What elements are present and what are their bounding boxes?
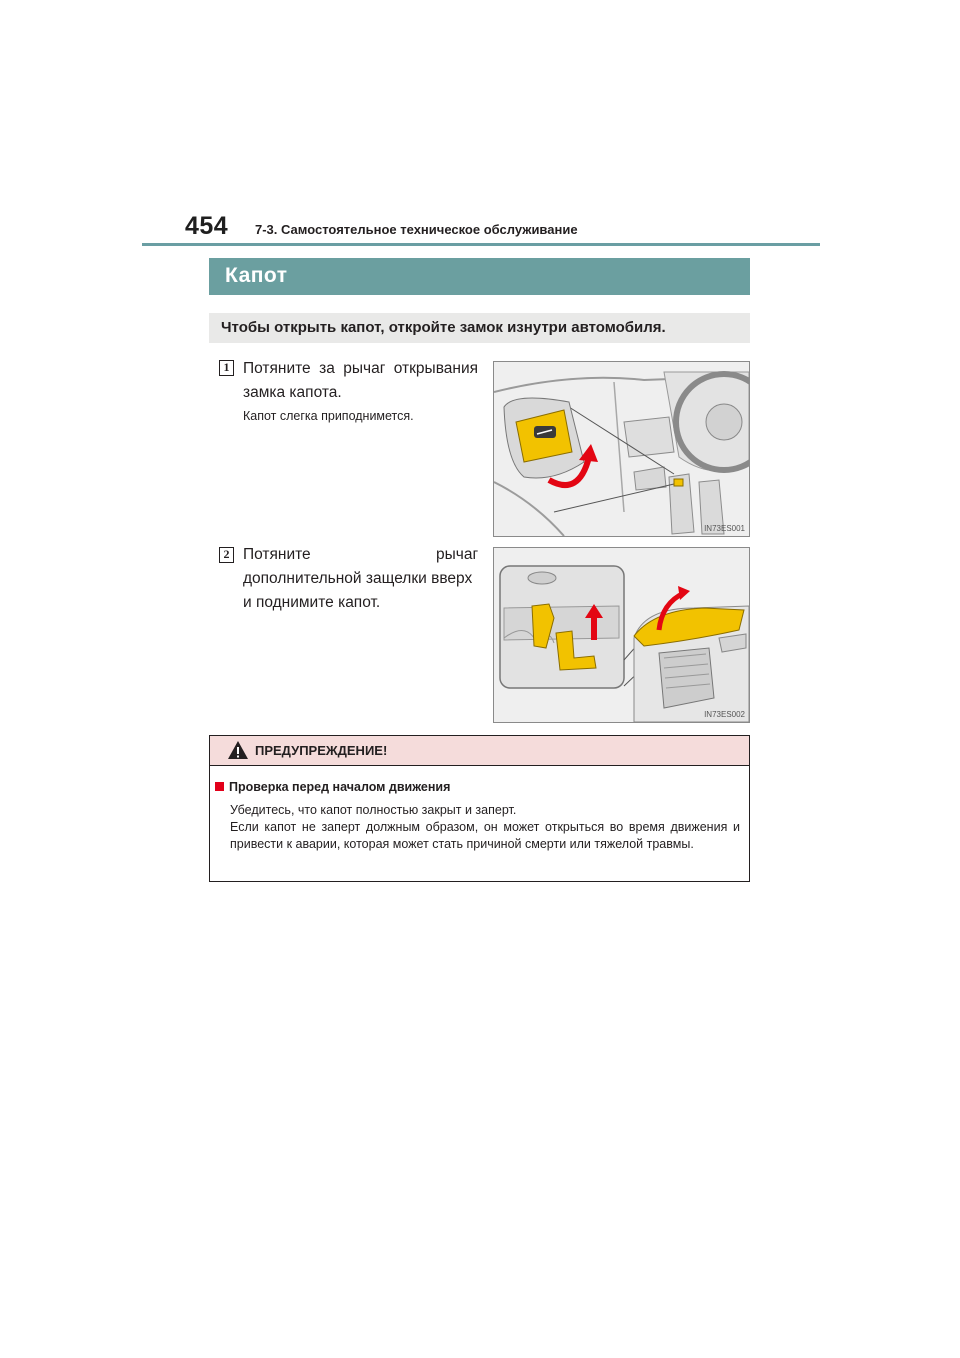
warning-title: ПРЕДУПРЕЖДЕНИЕ! (255, 743, 388, 758)
page-number: 454 (185, 212, 229, 240)
warning-triangle-icon (227, 740, 249, 760)
square-bullet-icon (215, 782, 224, 791)
step-2-line-3: и поднимите капот. (243, 594, 381, 611)
warning-line-1: Убедитесь, что капот полностью закрыт и заперт. (230, 803, 517, 817)
section-title: Капот (225, 264, 288, 287)
warning-body (230, 802, 740, 853)
warning-header (210, 736, 749, 766)
warning-line-2: Если капот не заперт должным образом, он может открыться во время движения и привести к аварии, которая может стать причиной смерти или тяжелой травмы. (230, 820, 740, 851)
header-divider (142, 243, 820, 246)
step-2-line-1a: Потяните (243, 546, 311, 563)
warning-box (209, 735, 750, 882)
hood-release-lever-illustration (494, 362, 749, 536)
figure-1-code: IN73ES001 (704, 524, 745, 533)
subsection-title: Чтобы открыть капот, откройте замок изнутри автомобиля. (221, 319, 666, 336)
step-number-1: 1 (219, 360, 234, 376)
auxiliary-latch-illustration (494, 548, 749, 722)
step-number-2: 2 (219, 547, 234, 563)
hood-release-lever-figure (493, 361, 750, 537)
subsection-bar (209, 313, 750, 343)
section-banner (209, 258, 750, 295)
step-1-note: Капот слегка приподнимется. (243, 409, 414, 423)
step-2-line-1b: рычаг (436, 546, 479, 563)
step-1-line-2: замка капота. (243, 384, 342, 401)
step-1-line-1: Потяните за рычаг открывания (243, 360, 478, 377)
warning-heading-text: Проверка перед началом движения (229, 780, 451, 794)
figure-2-code: IN73ES002 (704, 710, 745, 719)
warning-heading (215, 780, 450, 794)
step-2-line-2: дополнительной защелки вверх (243, 570, 473, 587)
auxiliary-latch-figure (493, 547, 750, 723)
chapter-title: 7-3. Самостоятельное техническое обслуживание (255, 222, 578, 237)
